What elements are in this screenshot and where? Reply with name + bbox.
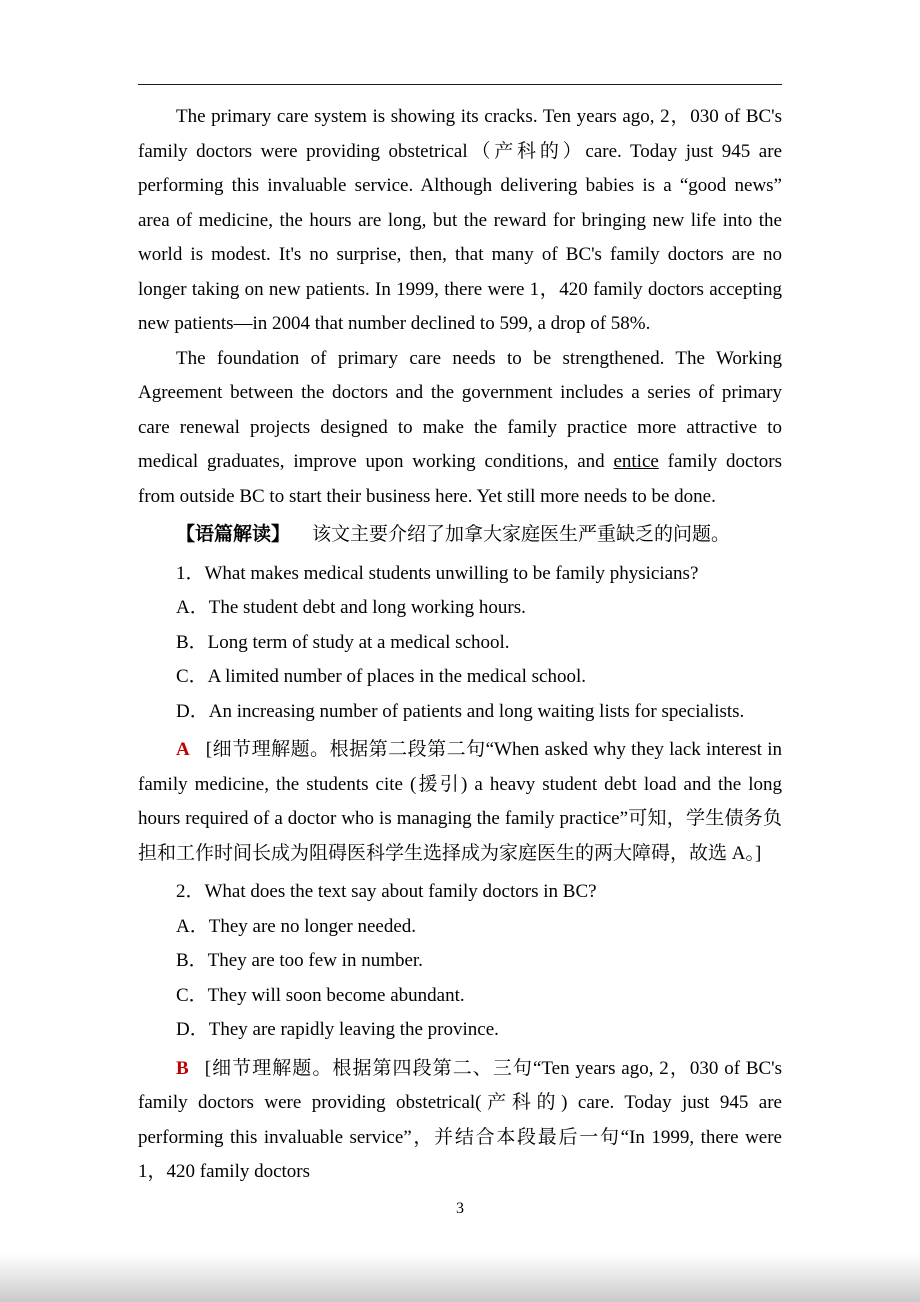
question-2-explanation: [细节理解题。根据第四段第二、三句“Ten years ago, 2，030 of BC's family doctors were providing obstetrical(产科的) care. Today just 945 are performing this invaluable service”，并结合本段最后一句“In 1999, there were 1，420 family doctors bbox=[138, 1057, 782, 1182]
question-1-option-c: C．A limited number of places in the medical school. bbox=[176, 666, 586, 687]
passage-paragraph-2-text-before: The foundation of primary care needs to be strengthened. The Working Agreement between the doctors and the government includes a series of primary care renewal projects designed to make the family practice more attractive to medical graduates, improve upon working conditions, and bbox=[138, 347, 782, 472]
page-content bbox=[138, 100, 782, 1190]
question-2-answer-letter: B bbox=[176, 1057, 189, 1079]
question-2-option-b: B．They are too few in number. bbox=[176, 950, 423, 971]
analysis-label: 【语篇解读】 bbox=[176, 524, 291, 545]
question-1-answer-letter: A bbox=[176, 739, 190, 760]
question-2-answer bbox=[138, 1052, 782, 1190]
question-2-option-d: D．They are rapidly leaving the province. bbox=[176, 1019, 499, 1040]
passage-analysis bbox=[138, 518, 782, 553]
passage-paragraph-2 bbox=[138, 342, 782, 515]
question-1-stem: 1．What makes medical students unwilling to be family physicians? bbox=[176, 562, 699, 584]
question-2-option-c: C．They will soon become abundant. bbox=[176, 984, 465, 1006]
passage-paragraph-2-text-after: family doctors from outside BC to start their business here. Yet still more needs to be done. bbox=[138, 451, 782, 507]
question-1-answer bbox=[138, 733, 782, 871]
underlined-word-entice: entice bbox=[613, 451, 659, 472]
page-number: 3 bbox=[456, 1200, 464, 1217]
question-2-option-a: A．They are no longer needed. bbox=[176, 915, 417, 937]
question-1-option-d: D．An increasing number of patients and long waiting lists for specialists. bbox=[176, 700, 745, 722]
scan-edge bbox=[0, 1252, 920, 1302]
passage-paragraph-1: The primary care system is showing its cracks. Ten years ago, 2，030 of BC's family doctors were providing obstetrical（产科的）care. Today just 945 are performing this invaluable service. Although delivering babies is a “good news” area of medicine, the hours are long, but the reward for bringing new life into the world is modest. It's no surprise, then, that many of BC's family doctors are no longer taking on new patients. In 1999, there were 1，420 family doctors accepting new patients—in 2004 that number declined to 599, a drop of 58%. bbox=[138, 106, 782, 334]
question-1-option-b: B．Long term of study at a medical school. bbox=[176, 631, 510, 653]
header-rule bbox=[138, 84, 782, 85]
question-1-explanation: [细节理解题。根据第二段第二句“When asked why they lack interest in family medicine, the students cite (援引) a heavy student debt load and the long hours required of a doctor who is managing the family practice”可知，学生债务负担和工作时间长成为阻碍医科学生选择成为家庭医生的两大障碍，故选 A。] bbox=[138, 739, 782, 864]
analysis-text: 该文主要介绍了加拿大家庭医生严重缺乏的问题。 bbox=[312, 524, 731, 545]
question-1-option-a: A．The student debt and long working hours. bbox=[176, 597, 526, 618]
question-2-stem: 2．What does the text say about family doctors in BC? bbox=[176, 881, 597, 902]
